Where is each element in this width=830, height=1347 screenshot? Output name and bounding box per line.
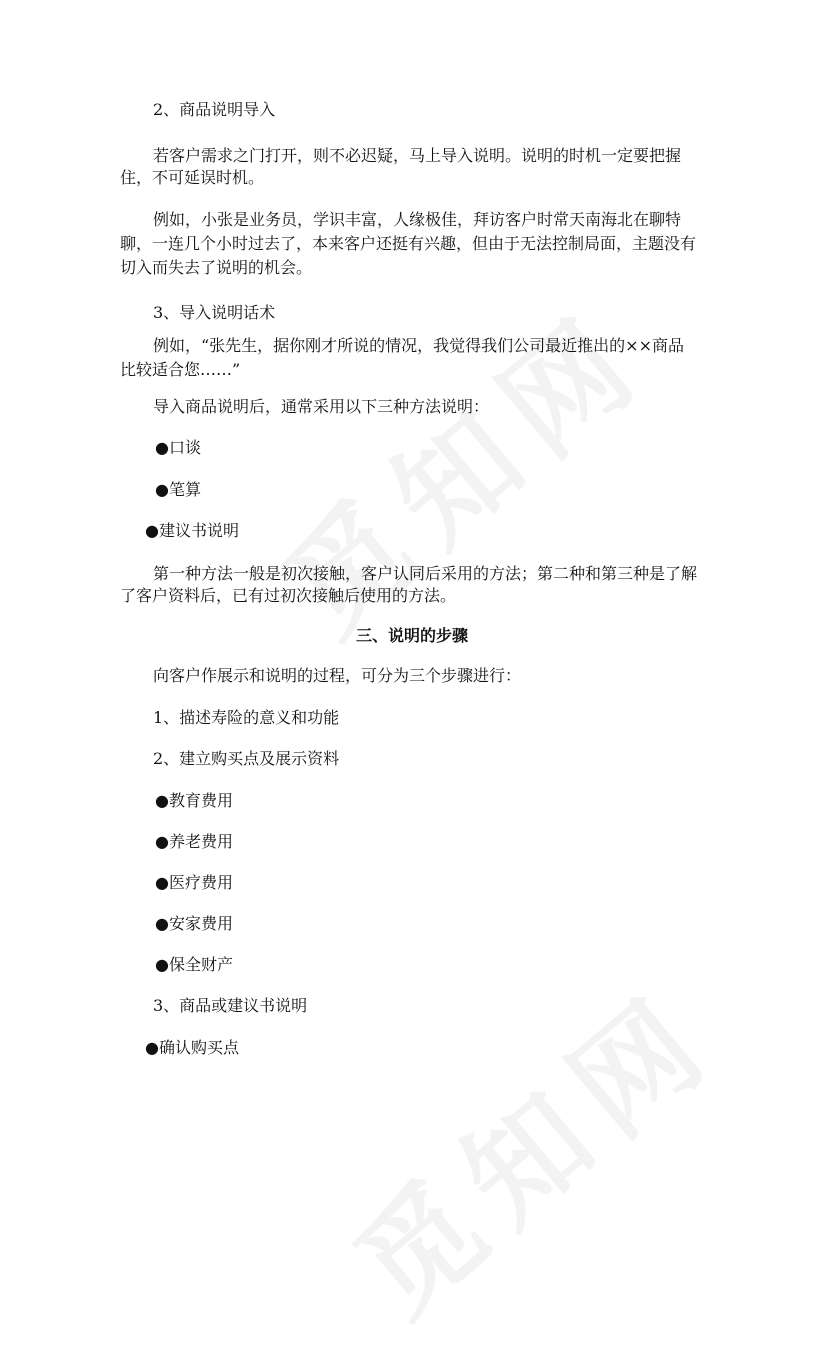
step-item: 3、商品或建议书说明: [153, 996, 308, 1015]
paragraph-line: 聊，一连几个小时过去了，本来客户还挺有兴趣，但由于无法控制局面，主题没有: [120, 234, 697, 253]
paragraph-line: 若客户需求之门打开，则不必迟疑，马上导入说明。说明的时机一定要把握: [153, 146, 682, 165]
subheading-product-intro: 2、商品说明导入: [153, 100, 276, 119]
list-item: ●保全财产: [155, 955, 233, 974]
paragraph-line: 了客户资料后，已有过初次接触后使用的方法。: [120, 586, 457, 605]
section-heading-steps: 三、说明的步骤: [356, 626, 469, 645]
step-item: 1、描述寿险的意义和功能: [153, 708, 340, 727]
list-item: ●口谈: [155, 438, 201, 457]
list-item: ●笔算: [155, 480, 201, 499]
list-item: ●确认购买点: [145, 1038, 239, 1057]
paragraph-line: 例如，小张是业务员，学识丰富，人缘极佳，拜访客户时常天南海北在聊特: [153, 210, 682, 229]
paragraph-line: 导入商品说明后，通常采用以下三种方法说明：: [153, 397, 490, 416]
paragraph-line: 切入而失去了说明的机会。: [120, 258, 313, 277]
paragraph-line: 比较适合您……”: [120, 360, 241, 379]
paragraph-line: 住，不可延误时机。: [120, 168, 265, 187]
paragraph-line: 第一种方法一般是初次接触，客户认同后采用的方法；第二种和第三种是了解: [153, 564, 698, 583]
step-item: 2、建立购买点及展示资料: [153, 749, 340, 768]
paragraph-line: 向客户作展示和说明的过程，可分为三个步骤进行：: [153, 666, 522, 685]
subheading-intro-script: 3、导入说明话术: [153, 303, 276, 322]
list-item: ●教育费用: [155, 791, 233, 810]
list-item: ●医疗费用: [155, 873, 233, 892]
paragraph-line: 例如，“张先生，据你刚才所说的情况，我觉得我们公司最近推出的××商品: [153, 336, 684, 355]
list-item: ●建议书说明: [145, 521, 239, 540]
list-item: ●养老费用: [155, 832, 233, 851]
list-item: ●安家费用: [155, 914, 233, 933]
watermark-lower: [314, 945, 746, 1347]
